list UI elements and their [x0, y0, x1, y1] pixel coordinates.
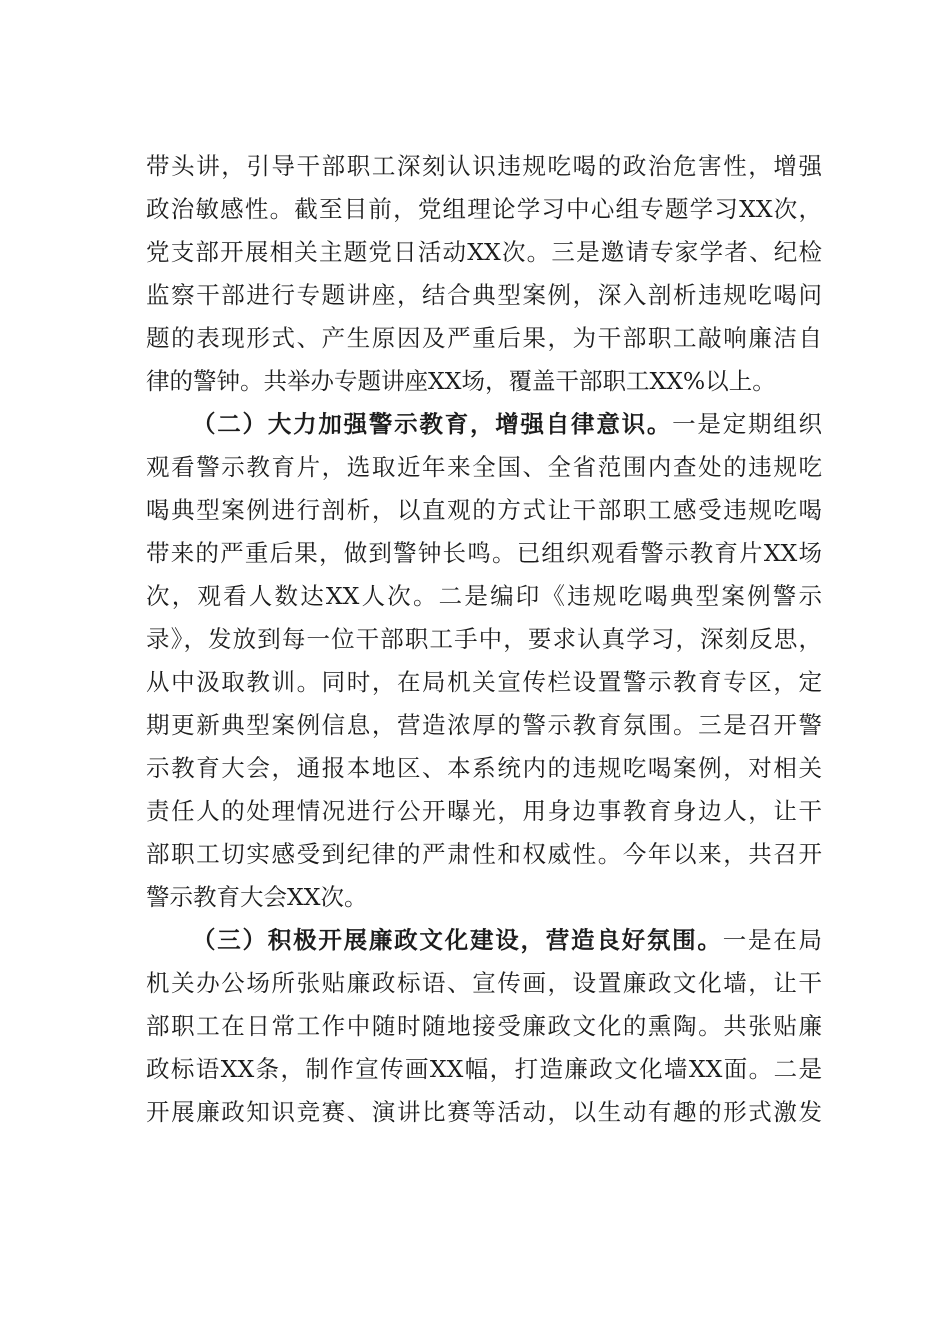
paragraph-line: 部职工在日常工作中随时随地接受廉政文化的熏陶。共张贴廉 [146, 1012, 822, 1040]
paragraph-line: 责任人的处理情况进行公开曝光，用身边事教育身边人，让干 [146, 797, 822, 825]
paragraph-line: 监察干部进行专题讲座，结合典型案例，深入剖析违规吃喝问 [146, 281, 822, 309]
section-2-first-line-text: 一是定期组织 [672, 410, 823, 438]
paragraph-line: 律的警钟。共举办专题讲座XX场，覆盖干部职工XX%以上。 [146, 367, 776, 395]
section-2-heading: （二）大力加强警示教育，增强自律意识。 [192, 410, 673, 438]
paragraph-line: 警示教育大会XX次。 [146, 883, 368, 911]
section-2-first-line [192, 404, 822, 444]
paragraph-line: 政治敏感性。截至目前，党组理论学习中心组专题学习XX次， [146, 195, 822, 223]
paragraph-line: 带来的严重后果，做到警钟长鸣。已组织观看警示教育片XX场 [146, 539, 822, 567]
paragraph-line: 带头讲，引导干部职工深刻认识违规吃喝的政治危害性，增强 [146, 152, 822, 180]
paragraph-line: 期更新典型案例信息，营造浓厚的警示教育氛围。三是召开警 [146, 711, 822, 739]
paragraph-line: 政标语XX条，制作宣传画XX幅，打造廉政文化墙XX面。二是 [146, 1055, 822, 1083]
paragraph-line: 次，观看人数达XX人次。二是编印《违规吃喝典型案例警示 [146, 582, 822, 610]
paragraph-line: 喝典型案例进行剖析，以直观的方式让干部职工感受违规吃喝 [146, 496, 822, 524]
section-3-first-line [192, 920, 822, 960]
paragraph-line: 题的表现形式、产生原因及严重后果，为干部职工敲响廉洁自 [146, 324, 822, 352]
section-3-heading: （三）积极开展廉政文化建设，营造良好氛围。 [192, 926, 723, 954]
section-3-first-line-text: 一是在局 [722, 926, 822, 954]
paragraph-line: 从中汲取教训。同时，在局机关宣传栏设置警示教育专区，定 [146, 668, 822, 696]
paragraph-line: 党支部开展相关主题党日活动XX次。三是邀请专家学者、纪检 [146, 238, 822, 266]
paragraph-line: 部职工切实感受到纪律的严肃性和权威性。今年以来，共召开 [146, 840, 822, 868]
paragraph-line: 示教育大会，通报本地区、本系统内的违规吃喝案例，对相关 [146, 754, 822, 782]
paragraph-line: 开展廉政知识竞赛、演讲比赛等活动，以生动有趣的形式激发 [146, 1098, 822, 1126]
paragraph-line: 录》，发放到每一位干部职工手中，要求认真学习，深刻反思， [146, 625, 822, 653]
paragraph-line: 机关办公场所张贴廉政标语、宣传画，设置廉政文化墙，让干 [146, 969, 822, 997]
paragraph-line: 观看警示教育片，选取近年来全国、全省范围内查处的违规吃 [146, 453, 822, 481]
